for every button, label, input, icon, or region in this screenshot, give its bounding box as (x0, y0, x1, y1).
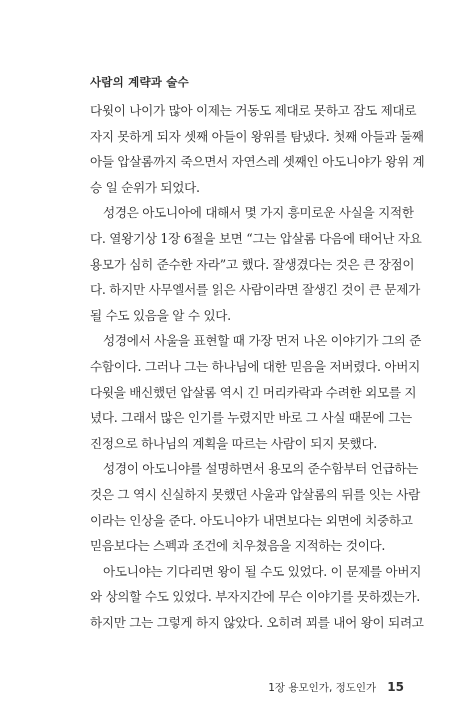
text-line: 다윗을 배신했던 압살롬 역시 긴 머리카락과 수려한 외모를 지 (90, 384, 417, 400)
text-line: 아들 압살롬까지 죽으면서 자연스레 셋째인 아도니야가 왕위 계 (90, 154, 425, 170)
text-line: 성경은 아도니아에 대해서 몇 가지 흥미로운 사실을 지적한 (103, 205, 414, 221)
text-line: 다윗이 나이가 많아 이제는 거동도 제대로 못하고 잠도 제대로 (90, 103, 417, 118)
text-line: 아도니야는 기다리면 왕이 될 수도 있었다. 이 문제를 아버지 (103, 563, 422, 579)
paragraph (90, 328, 422, 456)
text-line: 자지 못하게 되자 셋째 아들이 왕위를 탐냈다. 첫째 아들과 둘째 (90, 128, 424, 144)
text-line: 수함이다. 그러나 그는 하나님에 대한 믿음을 저버렸다. 아버지 (90, 358, 420, 374)
paragraph (90, 200, 422, 328)
page-number: 15 (387, 680, 404, 694)
text-line: 용모가 심히 준수한 자라”고 했다. 잘생겼다는 것은 큰 장점이 (90, 256, 415, 272)
text-line: 성경에서 사울을 표현할 때 가장 먼저 나온 이야기가 그의 준 (103, 333, 422, 349)
text-line: 다. 하지만 사무엘서를 읽은 사람이라면 잘생긴 것이 큰 문제가 (90, 282, 420, 298)
text-line: 성경이 아도니야를 설명하면서 용모의 준수함부터 언급하는 (103, 461, 419, 477)
text-line: 될 수도 있음을 알 수 있다. (90, 307, 231, 323)
text-line: 하지만 그는 그렇게 하지 않았다. 오히려 꾀를 내어 왕이 되려고 (90, 614, 424, 630)
text-line: 와 상의할 수도 있었다. 부자지간에 무슨 이야기를 못하겠는가. (90, 589, 420, 605)
text-line: 이라는 인상을 준다. 아도니야가 내면보다는 외면에 치중하고 (90, 512, 413, 528)
text-line: 녔다. 그래서 많은 인기를 누렸지만 바로 그 사실 때문에 그는 (90, 410, 412, 426)
page-footer (268, 676, 404, 695)
text-line: 것은 그 역시 신실하지 못했던 사울과 압살롬의 뒤를 잇는 사람 (90, 486, 420, 502)
text-line: 다. 열왕기상 1장 6절을 보면 “그는 압살롬 다음에 태어난 자요 (90, 230, 422, 246)
text-line: 믿음보다는 스펙과 조건에 치우쳤음을 지적하는 것이다. (90, 538, 386, 554)
footer-section-title: 1장 용모인가, 정도인가 (268, 682, 377, 694)
text-line: 승 일 순위가 되었다. (90, 179, 200, 195)
text-line: 진정으로 하나님의 계획을 따르는 사람이 되지 못했다. (90, 435, 377, 451)
body-text (90, 98, 425, 635)
paragraph (90, 456, 420, 558)
paragraph (90, 98, 425, 200)
running-head: 사람의 계략과 술수 (90, 75, 189, 89)
paragraph (90, 559, 424, 636)
